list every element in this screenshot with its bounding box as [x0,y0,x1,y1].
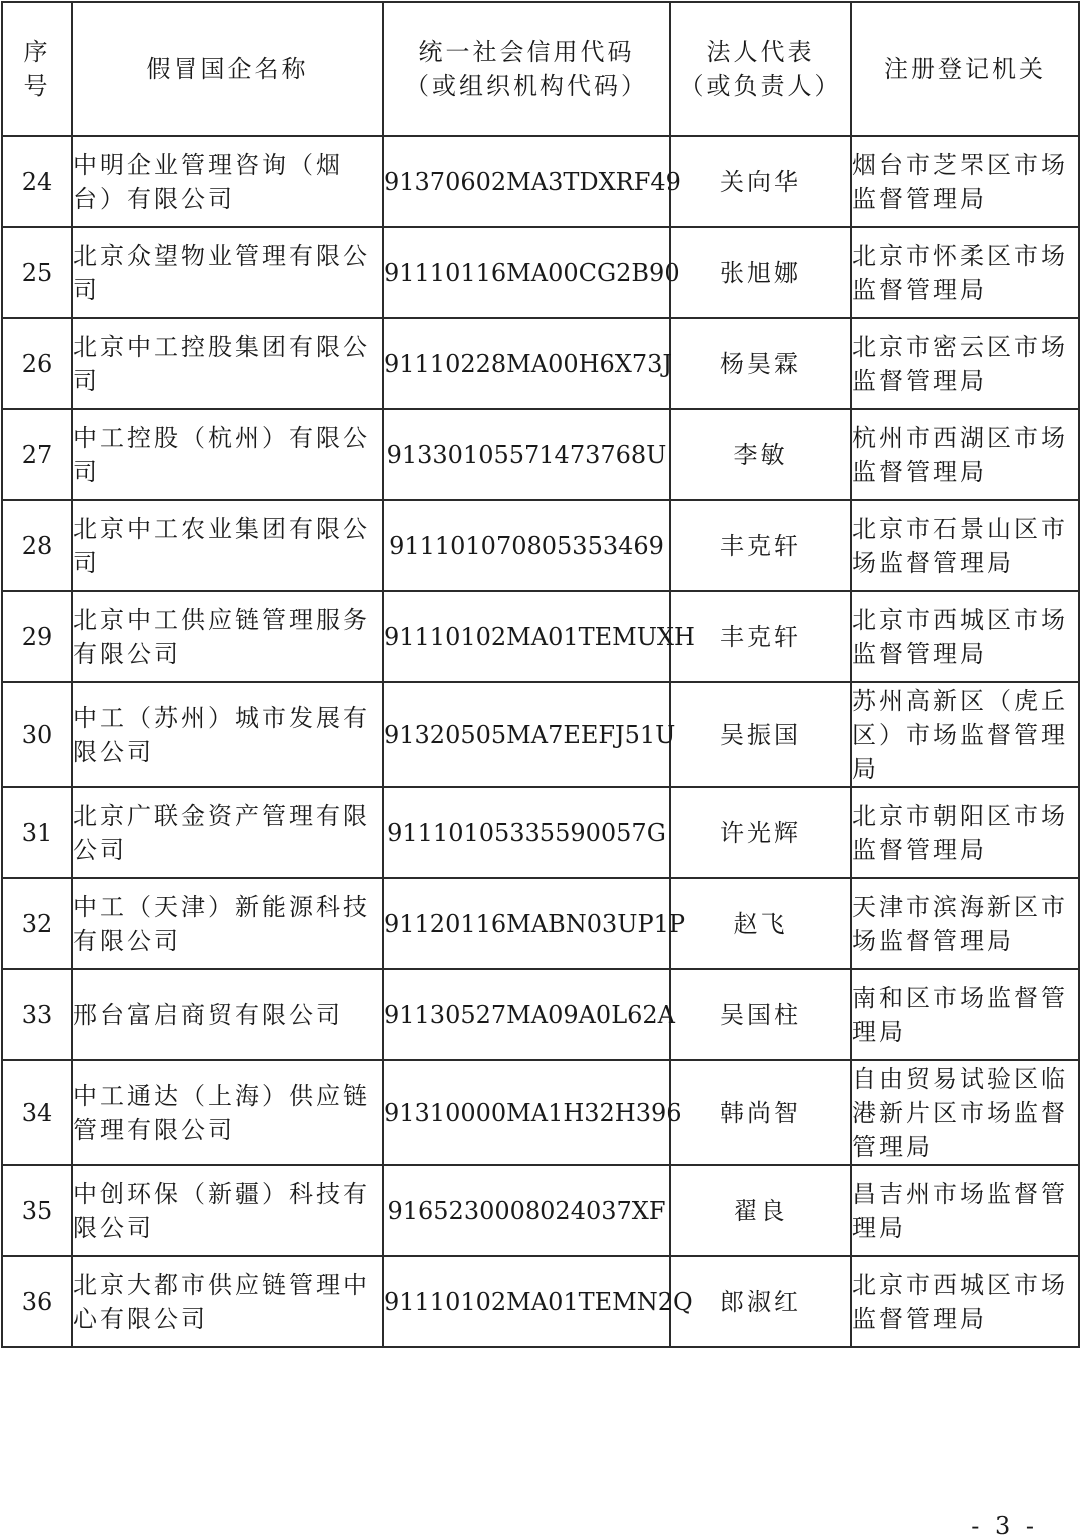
credit-code: 91110116MA00CG2B90 [383,227,670,318]
company-name: 北京大都市供应链管理中心有限公司 [72,1256,383,1347]
company-name: 中创环保（新疆）科技有限公司 [72,1165,383,1256]
table-row [2,409,1079,500]
registration-authority: 昌吉州市场监督管理局 [851,1165,1079,1256]
credit-code: 91320505MA7EEFJ51U [383,682,670,787]
legal-representative: 吴国柱 [670,969,851,1060]
company-name: 邢台富启商贸有限公司 [72,969,383,1060]
table-row [2,318,1079,409]
table-row [2,591,1079,682]
credit-code: 91110102MA01TEMUXH [383,591,670,682]
registration-authority: 天津市滨海新区市场监督管理局 [851,878,1079,969]
serial-number: 25 [2,227,72,318]
serial-number: 36 [2,1256,72,1347]
header-registration-authority: 注册登记机关 [851,2,1079,136]
table-row [2,787,1079,878]
table-row [2,878,1079,969]
header-legal-representative: 法人代表 （或负责人） [670,2,851,136]
company-name: 北京中工供应链管理服务有限公司 [72,591,383,682]
legal-representative: 许光辉 [670,787,851,878]
company-name: 北京众望物业管理有限公司 [72,227,383,318]
credit-code: 91310000MA1H32H396 [383,1060,670,1165]
table-row [2,136,1079,227]
company-name: 中工（苏州）城市发展有限公司 [72,682,383,787]
table-row [2,682,1079,787]
credit-code: 91110105335590057G [383,787,670,878]
legal-representative: 吴振国 [670,682,851,787]
legal-representative: 张旭娜 [670,227,851,318]
table-header-row [2,2,1079,136]
credit-code: 91120116MABN03UP1P [383,878,670,969]
legal-representative: 丰克轩 [670,500,851,591]
registration-authority: 苏州高新区（虎丘区）市场监督管理局 [851,682,1079,787]
serial-number: 33 [2,969,72,1060]
header-credit-code: 统一社会信用代码 （或组织机构代码） [383,2,670,136]
credit-code: 91110228MA00H6X73J [383,318,670,409]
table-row [2,969,1079,1060]
header-company-name: 假冒国企名称 [72,2,383,136]
registration-authority: 烟台市芝罘区市场监督管理局 [851,136,1079,227]
credit-code: 91370602MA3TDXRF49 [383,136,670,227]
legal-representative: 杨昊霖 [670,318,851,409]
legal-representative: 赵飞 [670,878,851,969]
counterfeit-soe-table [1,1,1080,1348]
serial-number: 28 [2,500,72,591]
credit-code: 91330105571473768U [383,409,670,500]
credit-code: 911101070805353469 [383,500,670,591]
company-name: 中明企业管理咨询（烟台）有限公司 [72,136,383,227]
serial-number: 24 [2,136,72,227]
serial-number: 31 [2,787,72,878]
company-name: 中工（天津）新能源科技有限公司 [72,878,383,969]
legal-representative: 丰克轩 [670,591,851,682]
legal-representative: 韩尚智 [670,1060,851,1165]
legal-representative: 郎淑红 [670,1256,851,1347]
company-name: 北京广联金资产管理有限公司 [72,787,383,878]
registration-authority: 杭州市西湖区市场监督管理局 [851,409,1079,500]
table-row [2,1256,1079,1347]
registration-authority: 北京市怀柔区市场监督管理局 [851,227,1079,318]
header-serial-number: 序 号 [2,2,72,136]
registration-authority: 北京市朝阳区市场监督管理局 [851,787,1079,878]
registration-authority: 北京市密云区市场监督管理局 [851,318,1079,409]
registration-authority: 北京市西城区市场监督管理局 [851,591,1079,682]
serial-number: 32 [2,878,72,969]
company-name: 北京中工农业集团有限公司 [72,500,383,591]
company-name: 中工通达（上海）供应链管理有限公司 [72,1060,383,1165]
credit-code: 9165230008024037XF [383,1165,670,1256]
serial-number: 35 [2,1165,72,1256]
table-row [2,1060,1079,1165]
page-number: - 3 - [971,1512,1038,1540]
registration-authority: 北京市石景山区市场监督管理局 [851,500,1079,591]
company-name: 北京中工控股集团有限公司 [72,318,383,409]
serial-number: 29 [2,591,72,682]
table-row [2,227,1079,318]
serial-number: 30 [2,682,72,787]
registration-authority: 南和区市场监督管理局 [851,969,1079,1060]
credit-code: 91130527MA09A0L62A [383,969,670,1060]
legal-representative: 关向华 [670,136,851,227]
table-row [2,1165,1079,1256]
credit-code: 91110102MA01TEMN2Q [383,1256,670,1347]
company-name: 中工控股（杭州）有限公司 [72,409,383,500]
registration-authority: 自由贸易试验区临港新片区市场监督管理局 [851,1060,1079,1165]
serial-number: 34 [2,1060,72,1165]
legal-representative: 翟良 [670,1165,851,1256]
table-row [2,500,1079,591]
serial-number: 27 [2,409,72,500]
serial-number: 26 [2,318,72,409]
registration-authority: 北京市西城区市场监督管理局 [851,1256,1079,1347]
legal-representative: 李敏 [670,409,851,500]
